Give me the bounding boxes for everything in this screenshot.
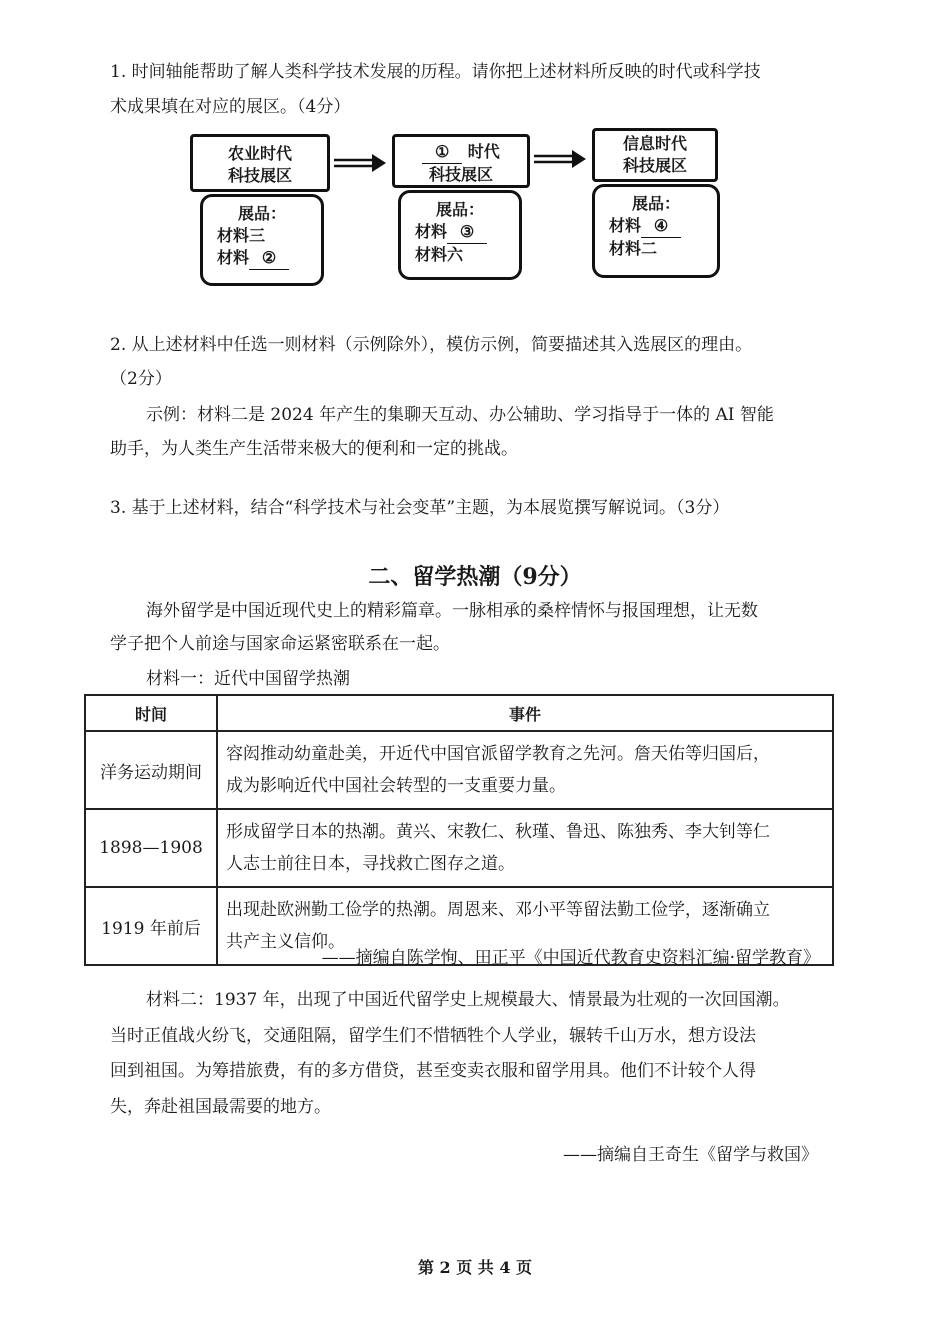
exhibit1-item2-prefix: 材料 [217, 248, 250, 267]
blank-3[interactable]: ③ [447, 221, 487, 244]
arrow-right-icon [332, 152, 388, 174]
exhibit1-item1: 材料三 [217, 226, 266, 245]
event-line: 成为影响近代中国社会转型的一支重要力量。 [226, 776, 566, 796]
arrow-right-icon [532, 148, 588, 170]
exhibit1-title: 展品： [237, 204, 286, 223]
event-line: 容闳推动幼童赴美，开近代中国官派留学教育之先河。詹天佑等归国后， [226, 744, 770, 764]
exhibit2-item1-prefix: 材料 [415, 222, 448, 241]
table-cell-event [217, 731, 833, 809]
intro-line1: 海外留学是中国近现代史上的精彩篇章。一脉相承的桑梓情怀与报国理想，让无数 [146, 601, 758, 621]
source-citation-2: ——摘编自王奇生《留学与救国》 [563, 1145, 818, 1165]
example-line2: 助手，为人类生产生活带来极大的便利和一定的挑战。 [110, 439, 518, 459]
table-cell-event [217, 809, 833, 887]
exhibit2-item2: 材料六 [415, 245, 464, 264]
exhibit-box-1 [200, 194, 324, 286]
era2-line2: 科技展区 [428, 165, 493, 184]
table-cell-time: 洋务运动期间 [85, 731, 217, 809]
exhibit-box-2 [398, 190, 522, 280]
material1-label: 材料一：近代中国留学热潮 [146, 669, 350, 689]
question2-line1: 2. 从上述材料中任选一则材料（示例除外），模仿示例，简要描述其入选展区的理由。 [110, 335, 753, 355]
era-box-blank1 [392, 134, 530, 188]
table-row [85, 809, 833, 887]
table-header-event: 事件 [217, 695, 833, 731]
event-line: 出现赴欧洲勤工俭学的热潮。周恩来、邓小平等留法勤工俭学，逐渐确立 [226, 900, 770, 920]
exhibit-box-3 [592, 184, 720, 278]
era3-line2: 科技展区 [622, 156, 687, 175]
question1-line1: 1. 时间轴能帮助了解人类科学技术发展的历程。请你把上述材料所反映的时代或科学技 [110, 62, 761, 82]
question2-line2: （2分） [110, 369, 172, 389]
era-box-information [592, 128, 718, 182]
era1-line1: 农业时代 [227, 144, 292, 163]
table-row [85, 731, 833, 809]
table-cell-time: 1919 年前后 [85, 887, 217, 965]
exhibit3-item1-prefix: 材料 [609, 216, 642, 235]
blank-4[interactable]: ④ [641, 215, 681, 238]
exhibit3-item2: 材料二 [609, 239, 658, 258]
material2-line3: 回到祖国。为筹措旅费，有的多方借贷，甚至变卖衣服和留学用具。他们不计较个人得 [110, 1061, 756, 1081]
era1-line2: 科技展区 [227, 166, 292, 185]
page-footer: 第 2 页 共 4 页 [417, 1258, 533, 1277]
example-line1: 示例：材料二是 2024 年产生的集聊天互动、办公辅助、学习指导于一体的 AI 智能 [146, 405, 774, 425]
question3: 3. 基于上述材料，结合“科学技术与社会变革”主题，为本展览撰写解说词。（3分） [110, 498, 730, 518]
event-line: 共产主义信仰。 [226, 932, 345, 952]
section-title: 二、留学热潮（9分） [368, 564, 582, 590]
table-header-time: 时间 [85, 695, 217, 731]
blank-1[interactable]: ① [422, 141, 462, 164]
era3-line1: 信息时代 [622, 134, 687, 153]
era2-suffix: 时代 [467, 142, 500, 161]
source-citation-1: ——摘编自陈学恂、田正平《中国近代教育史资料汇编·留学教育》 [321, 948, 820, 968]
event-line: 人志士前往日本，寻找救亡图存之道。 [226, 854, 515, 874]
era-box-agriculture [190, 134, 330, 192]
table-cell-time: 1898—1908 [85, 809, 217, 887]
event-line: 形成留学日本的热潮。黄兴、宋教仁、秋瑾、鲁迅、陈独秀、李大钊等仁 [226, 822, 770, 842]
intro-line2: 学子把个人前途与国家命运紧密联系在一起。 [110, 634, 450, 654]
study-abroad-table [84, 694, 834, 966]
material2-line4: 失，奔赴祖国最需要的地方。 [110, 1097, 331, 1117]
question1-line2: 术成果填在对应的展区。（4分） [110, 97, 351, 117]
material2-line2: 当时正值战火纷飞，交通阻隔，留学生们不惜牺牲个人学业，辗转千山万水，想方设法 [110, 1026, 756, 1046]
exhibit2-title: 展品： [435, 200, 484, 219]
timeline-diagram [180, 128, 740, 288]
blank-2[interactable]: ② [249, 247, 289, 270]
exhibit3-title: 展品： [631, 194, 680, 213]
material2-line1: 材料二：1937 年，出现了中国近代留学史上规模最大、情景最为壮观的一次回国潮。 [146, 990, 790, 1010]
